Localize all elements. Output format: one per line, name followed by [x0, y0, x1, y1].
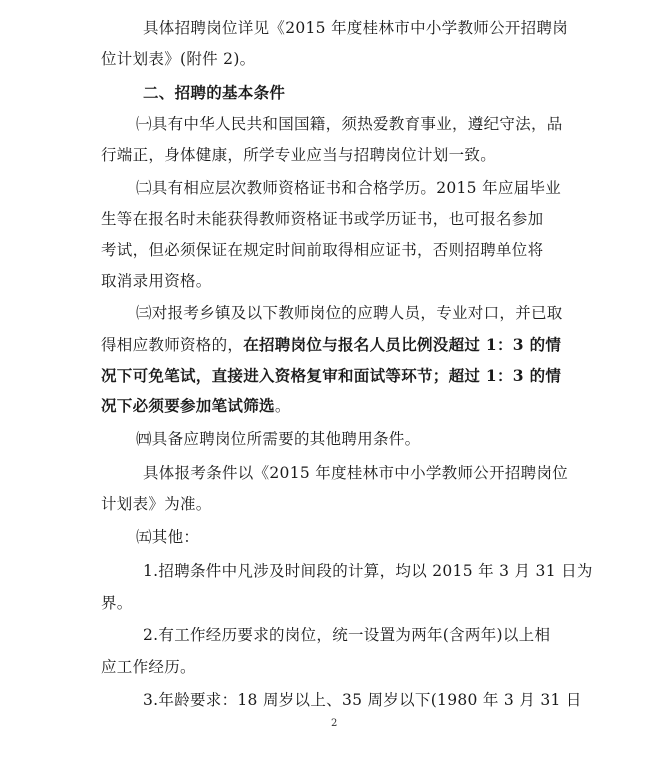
line-14: ㈣具备应聘岗位所需要的其他聘用条件。	[136, 430, 421, 448]
line-15: 具体报考条件以《2015 年度桂林市中小学教师公开招聘岗位	[143, 464, 569, 482]
line-13-bold: 况下必须要参加笔试筛选	[101, 396, 275, 415]
section-heading: 二、招聘的基本条件	[143, 83, 286, 102]
line-13	[101, 395, 291, 417]
line-20: 2.有工作经历要求的岗位，统一设置为两年(含两年)以上相	[143, 626, 551, 644]
line-2: 位计划表》(附件 2)。	[101, 50, 256, 68]
line-1: 具体招聘岗位详见《2015 年度桂林市中小学教师公开招聘岗	[143, 19, 569, 37]
page-number: 2	[331, 718, 338, 729]
line-18: 1.招聘条件中凡涉及时间段的计算，均以 2015 年 3 月 31 日为	[143, 562, 593, 580]
line-5: 行端正，身体健康，所学专业应当与招聘岗位计划一致。	[101, 146, 497, 164]
line-12: 况下可免笔试，直接进入资格复审和面试等环节；超过 1：3 的情	[101, 366, 562, 385]
line-11-bold: 在招聘岗位与报名人员比例没超过 1：3 的情	[243, 335, 562, 354]
line-16: 计划表》为准。	[101, 495, 212, 513]
line-11-normal: 得相应教师资格的，	[101, 336, 244, 354]
line-6: ㈡具有相应层次教师资格证书和合格学历。2015 年应届毕业	[136, 179, 562, 197]
line-13-normal: 。	[274, 397, 291, 415]
line-7: 生等在报名时未能获得教师资格证书或学历证书，也可报名参加	[101, 210, 544, 228]
line-17: ㈤其他：	[136, 528, 200, 546]
line-9: 取消录用资格。	[101, 272, 212, 290]
line-10: ㈢对报考乡镇及以下教师岗位的应聘人员，专业对口，并已取	[136, 304, 563, 322]
line-21: 应工作经历。	[101, 658, 196, 676]
line-19: 界。	[101, 594, 133, 612]
line-22: 3.年龄要求：18 周岁以上、35 周岁以下(1980 年 3 月 31 日	[143, 691, 582, 709]
line-11	[101, 334, 561, 356]
line-4: ㈠具有中华人民共和国国籍，须热爱教育事业，遵纪守法，品	[136, 115, 563, 133]
line-8: 考试，但必须保证在规定时间前取得相应证书，否则招聘单位将	[101, 241, 544, 259]
